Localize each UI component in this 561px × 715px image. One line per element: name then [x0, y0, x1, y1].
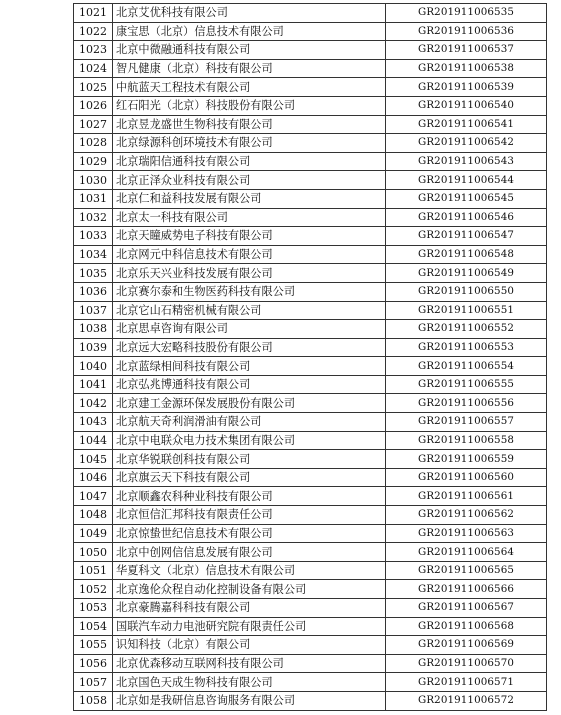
table-row [74, 506, 547, 525]
company-name-cell: 北京远大宏略科技股份有限公司 [113, 338, 386, 357]
row-number-cell: 1034 [74, 245, 113, 264]
table-row [74, 561, 547, 580]
table-row [74, 338, 547, 357]
table-row [74, 357, 547, 376]
company-name-cell: 华夏科文（北京）信息技术有限公司 [113, 561, 386, 580]
row-number-cell: 1036 [74, 282, 113, 301]
table-row [74, 468, 547, 487]
certificate-code-cell: GR201911006552 [386, 320, 547, 339]
row-number-cell: 1028 [74, 134, 113, 153]
company-name-cell: 北京太一科技有限公司 [113, 208, 386, 227]
company-name-cell: 北京仁和益科技发展有限公司 [113, 189, 386, 208]
table-row [74, 152, 547, 171]
company-name-cell: 识知科技（北京）有限公司 [113, 636, 386, 655]
certificate-code-cell: GR201911006550 [386, 282, 547, 301]
company-name-cell: 中航蓝天工程技术有限公司 [113, 78, 386, 97]
row-number-cell: 1021 [74, 4, 113, 23]
certificate-code-cell: GR201911006540 [386, 96, 547, 115]
company-name-cell: 北京如是我研信息咨询服务有限公司 [113, 691, 386, 710]
table-row [74, 59, 547, 78]
company-name-cell: 康宝思（北京）信息技术有限公司 [113, 22, 386, 41]
table-row [74, 22, 547, 41]
company-name-cell: 红石阳光（北京）科技股份有限公司 [113, 96, 386, 115]
table-row [74, 41, 547, 60]
company-name-cell: 北京恒信汇邦科技有限责任公司 [113, 506, 386, 525]
row-number-cell: 1022 [74, 22, 113, 41]
certificate-code-cell: GR201911006548 [386, 245, 547, 264]
row-number-cell: 1042 [74, 394, 113, 413]
certificate-code-cell: GR201911006543 [386, 152, 547, 171]
company-name-cell: 北京国色天成生物科技有限公司 [113, 673, 386, 692]
row-number-cell: 1040 [74, 357, 113, 376]
row-number-cell: 1029 [74, 152, 113, 171]
certificate-code-cell: GR201911006564 [386, 543, 547, 562]
row-number-cell: 1055 [74, 636, 113, 655]
row-number-cell: 1038 [74, 320, 113, 339]
table-row [74, 320, 547, 339]
company-name-cell: 北京它山石精密机械有限公司 [113, 301, 386, 320]
table-row [74, 487, 547, 506]
certificate-code-cell: GR201911006570 [386, 654, 547, 673]
row-number-cell: 1051 [74, 561, 113, 580]
company-name-cell: 北京弘兆博通科技有限公司 [113, 375, 386, 394]
table-row [74, 245, 547, 264]
company-table [73, 3, 547, 711]
certificate-code-cell: GR201911006546 [386, 208, 547, 227]
company-name-cell: 北京乐天兴业科技发展有限公司 [113, 264, 386, 283]
row-number-cell: 1056 [74, 654, 113, 673]
certificate-code-cell: GR201911006553 [386, 338, 547, 357]
row-number-cell: 1032 [74, 208, 113, 227]
company-name-cell: 国联汽车动力电池研究院有限责任公司 [113, 617, 386, 636]
company-name-cell: 北京赛尔泰和生物医药科技有限公司 [113, 282, 386, 301]
certificate-code-cell: GR201911006549 [386, 264, 547, 283]
certificate-code-cell: GR201911006559 [386, 450, 547, 469]
certificate-code-cell: GR201911006539 [386, 78, 547, 97]
table-row [74, 78, 547, 97]
company-name-cell: 北京思卓咨询有限公司 [113, 320, 386, 339]
row-number-cell: 1047 [74, 487, 113, 506]
company-name-cell: 北京蓝绿相间科技有限公司 [113, 357, 386, 376]
company-name-cell: 北京中微融通科技有限公司 [113, 41, 386, 60]
certificate-code-cell: GR201911006551 [386, 301, 547, 320]
row-number-cell: 1030 [74, 171, 113, 190]
table-row [74, 375, 547, 394]
certificate-code-cell: GR201911006572 [386, 691, 547, 710]
table-row [74, 282, 547, 301]
company-name-cell: 北京华锐联创科技有限公司 [113, 450, 386, 469]
certificate-code-cell: GR201911006542 [386, 134, 547, 153]
company-name-cell: 北京建工金源环保发展股份有限公司 [113, 394, 386, 413]
certificate-code-cell: GR201911006545 [386, 189, 547, 208]
table-row [74, 654, 547, 673]
company-name-cell: 北京正泽众业科技有限公司 [113, 171, 386, 190]
row-number-cell: 1031 [74, 189, 113, 208]
certificate-code-cell: GR201911006555 [386, 375, 547, 394]
company-name-cell: 北京优森移动互联网科技有限公司 [113, 654, 386, 673]
certificate-code-cell: GR201911006569 [386, 636, 547, 655]
certificate-code-cell: GR201911006563 [386, 524, 547, 543]
company-name-cell: 北京惊蛰世纪信息技术有限公司 [113, 524, 386, 543]
certificate-code-cell: GR201911006535 [386, 4, 547, 23]
row-number-cell: 1058 [74, 691, 113, 710]
certificate-code-cell: GR201911006566 [386, 580, 547, 599]
company-name-cell: 北京逸伦众程自动化控制设备有限公司 [113, 580, 386, 599]
company-name-cell: 北京天瞳威势电子科技有限公司 [113, 227, 386, 246]
row-number-cell: 1025 [74, 78, 113, 97]
table-row [74, 171, 547, 190]
certificate-code-cell: GR201911006544 [386, 171, 547, 190]
certificate-code-cell: GR201911006554 [386, 357, 547, 376]
certificate-code-cell: GR201911006567 [386, 599, 547, 618]
company-name-cell: 北京中创网信信息发展有限公司 [113, 543, 386, 562]
table-row [74, 301, 547, 320]
table-row [74, 208, 547, 227]
row-number-cell: 1052 [74, 580, 113, 599]
row-number-cell: 1048 [74, 506, 113, 525]
certificate-code-cell: GR201911006561 [386, 487, 547, 506]
certificate-code-cell: GR201911006536 [386, 22, 547, 41]
row-number-cell: 1024 [74, 59, 113, 78]
row-number-cell: 1053 [74, 599, 113, 618]
certificate-code-cell: GR201911006547 [386, 227, 547, 246]
row-number-cell: 1043 [74, 413, 113, 432]
company-name-cell: 北京顺鑫农科种业科技有限公司 [113, 487, 386, 506]
row-number-cell: 1035 [74, 264, 113, 283]
row-number-cell: 1033 [74, 227, 113, 246]
row-number-cell: 1049 [74, 524, 113, 543]
certificate-code-cell: GR201911006557 [386, 413, 547, 432]
certificate-code-cell: GR201911006565 [386, 561, 547, 580]
company-name-cell: 北京豪腾嘉科科技有限公司 [113, 599, 386, 618]
table-row [74, 580, 547, 599]
table-row [74, 543, 547, 562]
table-row [74, 134, 547, 153]
certificate-code-cell: GR201911006571 [386, 673, 547, 692]
table-row [74, 264, 547, 283]
company-name-cell: 北京昱龙盛世生物科技有限公司 [113, 115, 386, 134]
company-name-cell: 北京绿源科创环境技术有限公司 [113, 134, 386, 153]
table-row [74, 227, 547, 246]
row-number-cell: 1050 [74, 543, 113, 562]
row-number-cell: 1039 [74, 338, 113, 357]
table-row [74, 189, 547, 208]
table-row [74, 617, 547, 636]
company-name-cell: 北京航天奇利润滑油有限公司 [113, 413, 386, 432]
company-table-body [74, 4, 547, 711]
certificate-code-cell: GR201911006560 [386, 468, 547, 487]
certificate-code-cell: GR201911006537 [386, 41, 547, 60]
company-name-cell: 北京艾优科技有限公司 [113, 4, 386, 23]
table-row [74, 4, 547, 23]
certificate-code-cell: GR201911006558 [386, 431, 547, 450]
certificate-code-cell: GR201911006541 [386, 115, 547, 134]
table-row [74, 394, 547, 413]
company-name-cell: 北京网元中科信息技术有限公司 [113, 245, 386, 264]
table-row [74, 431, 547, 450]
table-row [74, 524, 547, 543]
table-row [74, 691, 547, 710]
certificate-code-cell: GR201911006538 [386, 59, 547, 78]
certificate-code-cell: GR201911006556 [386, 394, 547, 413]
row-number-cell: 1044 [74, 431, 113, 450]
table-row [74, 450, 547, 469]
company-name-cell: 北京旗云天下科技有限公司 [113, 468, 386, 487]
table-row [74, 115, 547, 134]
company-name-cell: 北京瑞阳信通科技有限公司 [113, 152, 386, 171]
row-number-cell: 1027 [74, 115, 113, 134]
row-number-cell: 1041 [74, 375, 113, 394]
certificate-code-cell: GR201911006568 [386, 617, 547, 636]
row-number-cell: 1023 [74, 41, 113, 60]
row-number-cell: 1057 [74, 673, 113, 692]
row-number-cell: 1045 [74, 450, 113, 469]
row-number-cell: 1054 [74, 617, 113, 636]
certificate-code-cell: GR201911006562 [386, 506, 547, 525]
company-name-cell: 智凡健康（北京）科技有限公司 [113, 59, 386, 78]
table-row [74, 96, 547, 115]
table-row [74, 636, 547, 655]
table-row [74, 413, 547, 432]
row-number-cell: 1037 [74, 301, 113, 320]
table-row [74, 673, 547, 692]
row-number-cell: 1026 [74, 96, 113, 115]
row-number-cell: 1046 [74, 468, 113, 487]
company-name-cell: 北京中电联众电力技术集团有限公司 [113, 431, 386, 450]
table-row [74, 599, 547, 618]
